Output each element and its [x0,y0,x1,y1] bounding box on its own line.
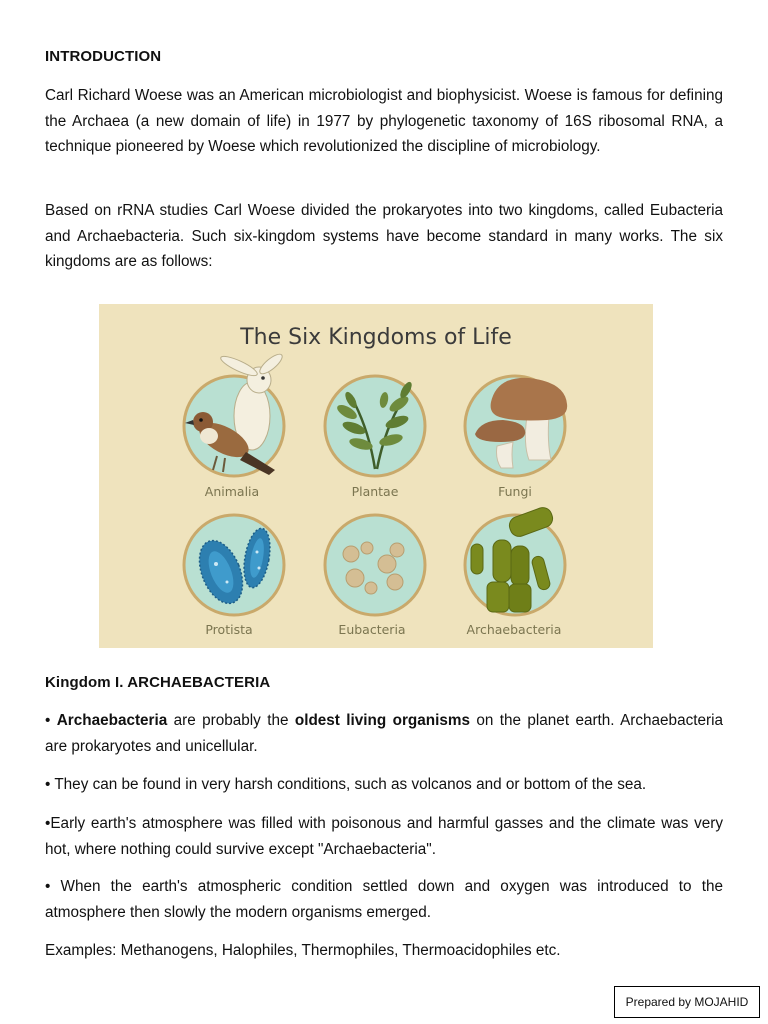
kingdom-label-fungi: Fungi [498,484,532,499]
intro-paragraph-1: Carl Richard Woese was an American microbiologist and biophysicist. Woese is famous for defining the Archaea (a new domain of life) in 1977 by phylogenetic taxonomy of 16S ribosomal RNA, a technique pioneered by Woese which revolutionized the discipline of microbiology. [45,87,723,155]
archaebacteria-bullet-3: •Early earth's atmosphere was filled with poisonous and harmful gasses and the climate was very hot, where nothing could survive except "Archaebacteria". [45,815,723,858]
archaebacteria-term: Archaebacteria [56,712,168,729]
archaebacteria-bullet-1: • Archaebacteria are probably the oldest living organisms on the planet earth. Archaebacteria are prokaryotes and unicellular. [45,712,723,755]
rod-bacteria-icon [465,505,565,615]
oldest-organisms-phrase: oldest living organisms [294,712,470,729]
six-kingdoms-figure [99,304,653,648]
intro-heading: INTRODUCTION [45,48,162,65]
prepared-by-label: Prepared by MOJAHID [614,986,760,1018]
round-bacteria-icon [325,515,425,615]
intro-paragraph-2: Based on rRNA studies Carl Woese divided the prokaryotes into two kingdoms, called Eubacteria and Archaebacteria. Such six-kingdom systems have become standard in many works. The six kingdoms are as follows: [45,202,723,270]
kingdom-label-eubacteria: Eubacteria [338,622,406,637]
kingdom-label-archaebacteria: Archaebacteria [466,622,562,637]
protist-cells-icon [184,515,284,615]
archaebacteria-bullet-2: • They can be found in very harsh conditions, such as volcanos and or bottom of the sea. [45,776,647,793]
kingdom-label-plantae: Plantae [351,484,399,499]
kingdom-label-animalia: Animalia [204,484,260,499]
archaebacteria-examples: Examples: Methanogens, Halophiles, Thermophiles, Thermoacidophiles etc. [45,942,561,959]
mushroom-icon [465,376,567,476]
leafy-plant-icon [325,376,425,476]
kingdom-label-protista: Protista [205,622,253,637]
figure-title: The Six Kingdoms of Life [240,325,512,350]
rabbit-and-sparrow-icon [184,351,285,476]
kingdom1-heading: Kingdom I. ARCHAEBACTERIA [45,674,271,691]
archaebacteria-bullet-4: • When the earth's atmospheric condition settled down and oxygen was introduced to the atmosphere then slowly the modern organisms emerged. [45,878,723,921]
